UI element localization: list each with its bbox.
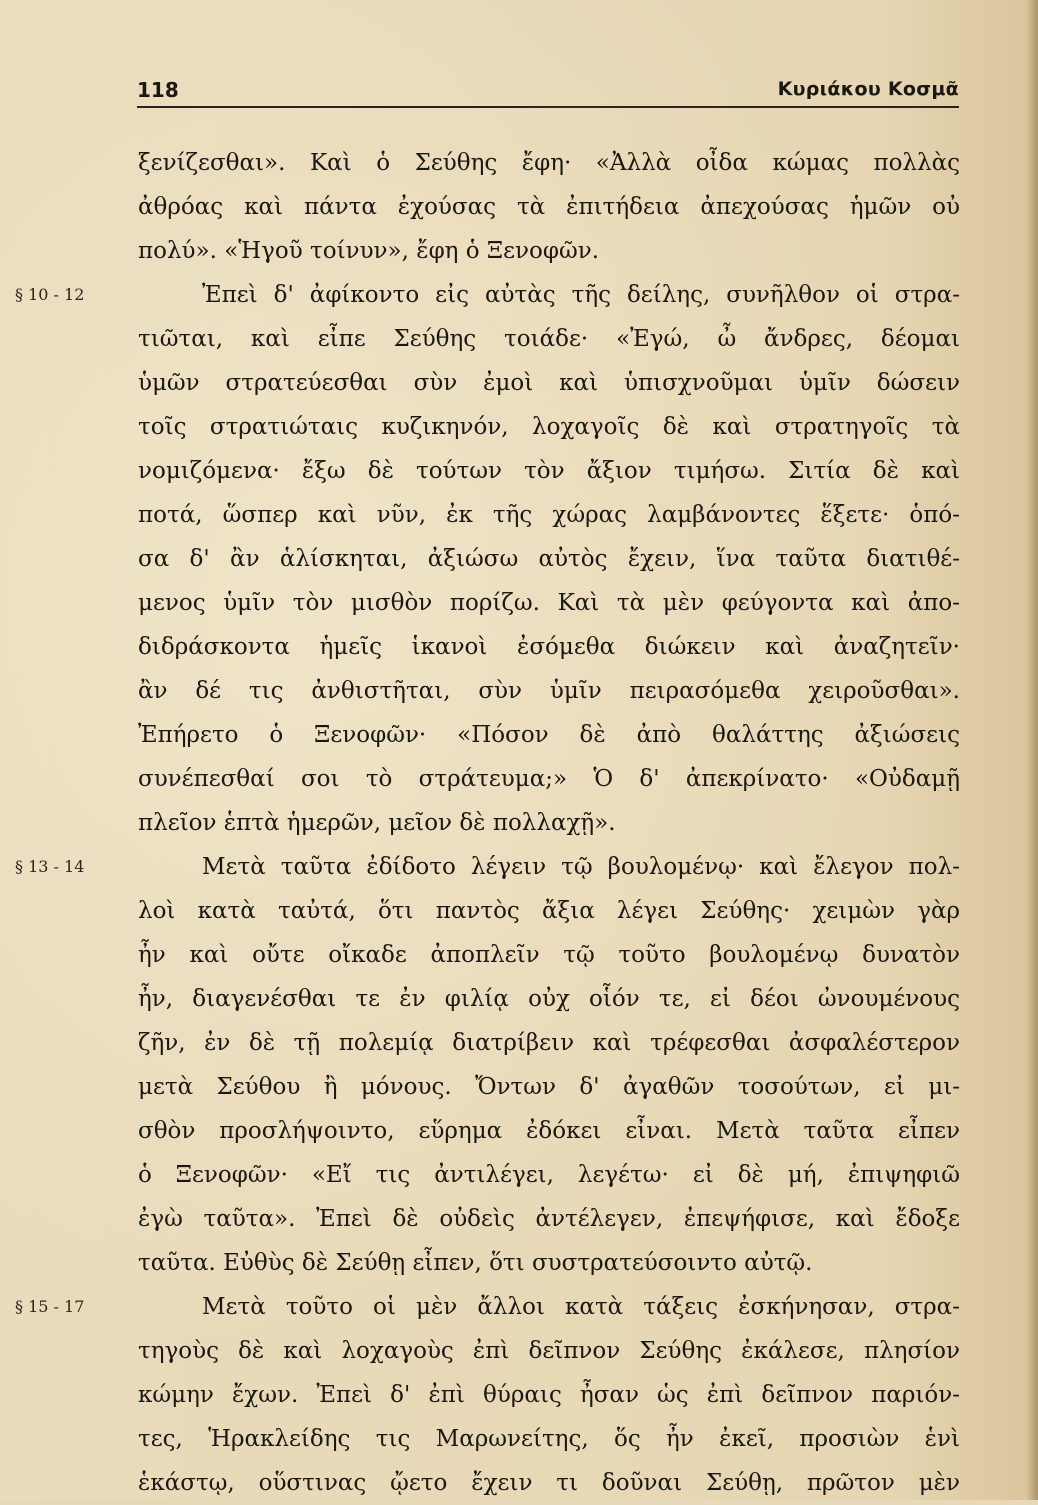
body-text xyxy=(15,141,960,1505)
text-line: ἀθρόας καὶ πάντα ἐχούσας τὰ ἐπιτήδεια ἀπεχούσας ἡμῶν οὐ xyxy=(138,194,960,220)
text-line: Μετὰ τοῦτο οἱ μὲν ἄλλοι κατὰ τάξεις ἐσκήνησαν, στρα- xyxy=(202,1294,960,1320)
text-line: σα δ' ἂν ἁλίσκηται, ἀξιώσω αὐτὸς ἔχειν, ἵνα ταῦτα διατιθέ- xyxy=(138,546,960,572)
text-line: ἐγὼ ταῦτα». Ἐπεὶ δὲ οὐδεὶς ἀντέλεγεν, ἐπεψήφισε, καὶ ἔδοξε xyxy=(138,1206,960,1232)
text-line: ζῆν, ἐν δὲ τῇ πολεμίᾳ διατρίβειν καὶ τρέφεσθαι ἀσφαλέστερον xyxy=(138,1030,960,1056)
section-marker: § 10 - 12 xyxy=(15,285,85,304)
paragraph xyxy=(15,1285,960,1505)
text-line: Ἐπεὶ δ' ἀφίκοντο εἰς αὐτὰς τῆς δείλης, συνῆλθον οἱ στρα- xyxy=(202,282,960,308)
text-line: πολύ». «Ἡγοῦ τοίνυν», ἔφη ὁ Ξενοφῶν. xyxy=(138,238,599,264)
paragraph xyxy=(15,273,960,845)
text-line: τοῖς στρατιώταις κυζικηνόν, λοχαγοῖς δὲ καὶ στρατηγοῖς τὰ xyxy=(138,414,960,440)
text-line: συνέπεσθαί σοι τὸ στράτευμα;» Ὁ δ' ἀπεκρίνατο· «Οὐδαμῇ xyxy=(138,766,960,792)
header-rule xyxy=(137,106,959,108)
text-line: ἦν, διαγενέσθαι τε ἐν φιλίᾳ οὐχ οἷόν τε, εἰ δέοι ὠνουμένους xyxy=(138,986,960,1012)
text-line: μενος ὑμῖν τὸν μισθὸν πορίζω. Καὶ τὰ μὲν φεύγοντα καὶ ἀπο- xyxy=(138,590,960,616)
text-line: τες, Ἡρακλείδης τις Μαρωνείτης, ὅς ἦν ἐκεῖ, προσιὼν ἑνὶ xyxy=(138,1426,960,1452)
text-line: ταῦτα. Εὐθὺς δὲ Σεύθῃ εἶπεν, ὅτι συστρατεύσοιντο αὐτῷ. xyxy=(138,1250,813,1276)
page-header xyxy=(137,78,959,108)
text-line: νομιζόμενα· ἔξω δὲ τούτων τὸν ἄξιον τιμήσω. Σιτία δὲ καὶ xyxy=(138,458,960,484)
text-line: ποτά, ὥσπερ καὶ νῦν, ἐκ τῆς χώρας λαμβάνοντες ἕξετε· ὁπό- xyxy=(138,502,960,528)
text-line: ἂν δέ τις ἀνθιστῆται, σὺν ὑμῖν πειρασόμεθα χειροῦσθαι». xyxy=(138,678,960,704)
text-line: Ἐπήρετο ὁ Ξενοφῶν· «Πόσον δὲ ἀπὸ θαλάττης ἀξιώσεις xyxy=(138,722,960,748)
text-line: ὁ Ξενοφῶν· «Εἴ τις ἀντιλέγει, λεγέτω· εἰ δὲ μή, ἐπιψηφιῶ xyxy=(138,1162,960,1188)
text-line: διδράσκοντα ἡμεῖς ἱκανοὶ ἐσόμεθα διώκειν καὶ ἀναζητεῖν· xyxy=(138,634,960,660)
text-line: κώμην ἔχων. Ἐπεὶ δ' ἐπὶ θύραις ἦσαν ὡς ἐπὶ δεῖπνον παριόν- xyxy=(138,1382,960,1408)
section-marker: § 15 - 17 xyxy=(15,1297,85,1316)
running-head: Κυριάκου Κοσμᾶ xyxy=(777,78,959,100)
text-line: σθὸν προσλήψοιντο, εὕρημα ἐδόκει εἶναι. Μετὰ ταῦτα εἶπεν xyxy=(138,1118,960,1144)
text-line: μετὰ Σεύθου ἢ μόνους. Ὄντων δ' ἀγαθῶν τοσούτων, εἰ μι- xyxy=(138,1074,960,1100)
paragraph xyxy=(138,141,960,273)
page-edge-shadow xyxy=(1026,0,1038,1500)
text-line: ἑκάστῳ, οὕστινας ᾤετο ἔχειν τι δοῦναι Σεύθῃ, πρῶτον μὲν xyxy=(138,1470,960,1496)
text-line: ἦν καὶ οὔτε οἴκαδε ἀποπλεῖν τῷ τοῦτο βουλομένῳ δυνατὸν xyxy=(138,942,960,968)
section-marker: § 13 - 14 xyxy=(15,857,85,876)
text-line: πλεῖον ἑπτὰ ἡμερῶν, μεῖον δὲ πολλαχῇ». xyxy=(138,810,616,836)
text-line: τηγοὺς δὲ καὶ λοχαγοὺς ἐπὶ δεῖπνον Σεύθης ἐκάλεσε, πλησίον xyxy=(138,1338,960,1364)
text-line: ὑμῶν στρατεύεσθαι σὺν ἐμοὶ καὶ ὑπισχνοῦμαι ὑμῖν δώσειν xyxy=(138,370,960,396)
paragraph xyxy=(15,845,960,1285)
text-line: Μετὰ ταῦτα ἐδίδοτο λέγειν τῷ βουλομένῳ· καὶ ἔλεγον πολ- xyxy=(202,854,960,880)
text-line: λοὶ κατὰ ταὐτά, ὅτι παντὸς ἄξια λέγει Σεύθης· χειμὼν γὰρ xyxy=(138,898,960,924)
text-line: τιῶται, καὶ εἶπε Σεύθης τοιάδε· «Ἐγώ, ὦ ἄνδρες, δέομαι xyxy=(138,326,960,352)
page-number: 118 xyxy=(137,78,179,102)
text-line: ξενίζεσθαι». Καὶ ὁ Σεύθης ἔφη· «Ἀλλὰ οἶδα κώμας πολλὰς xyxy=(138,150,960,176)
